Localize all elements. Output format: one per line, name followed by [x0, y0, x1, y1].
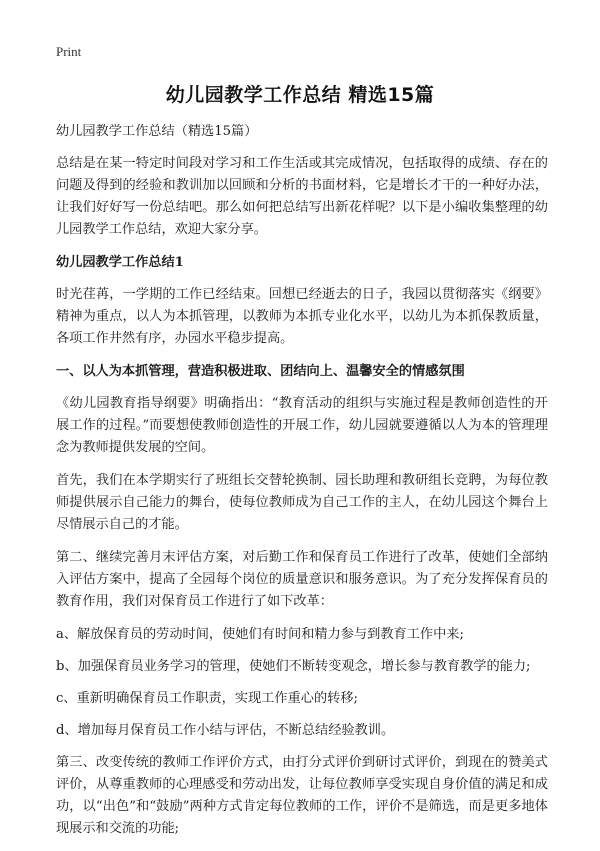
- section-paragraph-2: 《幼儿园教育指导纲要》明确指出：“教育活动的组织与实施过程是教师创造性的开展工作的过程。”而要想使教师创造性的开展工作，幼儿园就要遵循以人为本的管理理念为教师提供发展的空间。: [56, 396, 548, 455]
- article-subtitle: 幼儿园教学工作总结（精选15篇）: [56, 124, 258, 139]
- page-title: 幼儿园教学工作总结 精选15篇: [165, 84, 435, 106]
- section-paragraph-5: 第三、改变传统的教师工作评价方式，由打分式评价到研讨式评价，到现在的赞美式评价，从尊重教师的心理感受和劳动出发，让每位教师享受实现自身价值的满足和成功，以“出色”和“鼓励”两种方式肯定每位教师的工作，评价不是筛选，而是更多地体现展示和交流的功能;: [56, 755, 548, 836]
- section-heading: 幼儿园教学工作总结1: [56, 255, 184, 270]
- intro-paragraph: 总结是在某一特定时间段对学习和工作生活或其完成情况，包括取得的成绩、存在的问题及得到的经验和教训加以回顾和分析的书面材料，它是增长才干的一种好办法，让我们好好写一份总结吧。那么如何把总结写出新花样呢？以下是小编收集整理的幼儿园教学工作总结，欢迎大家分享。: [56, 156, 548, 237]
- article-body: [56, 121, 548, 851]
- list-item-c: c、重新明确保育员工作职责，实现工作重心的转移;: [56, 691, 358, 706]
- section-subheading: 一、以人为本抓管理，营造积极进取、团结向上、温馨安全的情感氛围: [56, 364, 465, 379]
- section-paragraph-4: 第二、继续完善月末评估方案，对后勤工作和保育员工作进行了改革，使她们全部纳入评估方案中，提高了全园每个岗位的质量意识和服务意识。为了充分发挥保育员的教育作用，我们对保育员工作进行了如下改革：: [56, 550, 548, 609]
- section-paragraph-3: 首先，我们在本学期实行了班组长交替轮换制、园长助理和教研组长竞聘，为每位教师提供展示自己能力的舞台，使每位教师成为自己工作的主人，在幼儿园这个舞台上尽情展示自己的才能。: [56, 473, 548, 532]
- print-link[interactable]: Print: [56, 44, 82, 59]
- list-item-b: b、加强保育员业务学习的管理，使她们不断转变观念，增长参与教育教学的能力;: [56, 659, 531, 674]
- list-item-a: a、解放保育员的劳动时间，使她们有时间和精力参与到教育工作中来;: [56, 627, 464, 642]
- list-item-d: d、增加每月保育员工作小结与评估，不断总结经验教训。: [56, 723, 395, 738]
- section-paragraph-1: 时光荏苒，一学期的工作已经结束。回想已经逝去的日子，我园以贯彻落实《纲要》精神为重点，以人为本抓管理，以教师为本抓专业化水平，以幼儿为本抓保教质量，各项工作井然有序，办园水平稳步提高。: [56, 287, 548, 346]
